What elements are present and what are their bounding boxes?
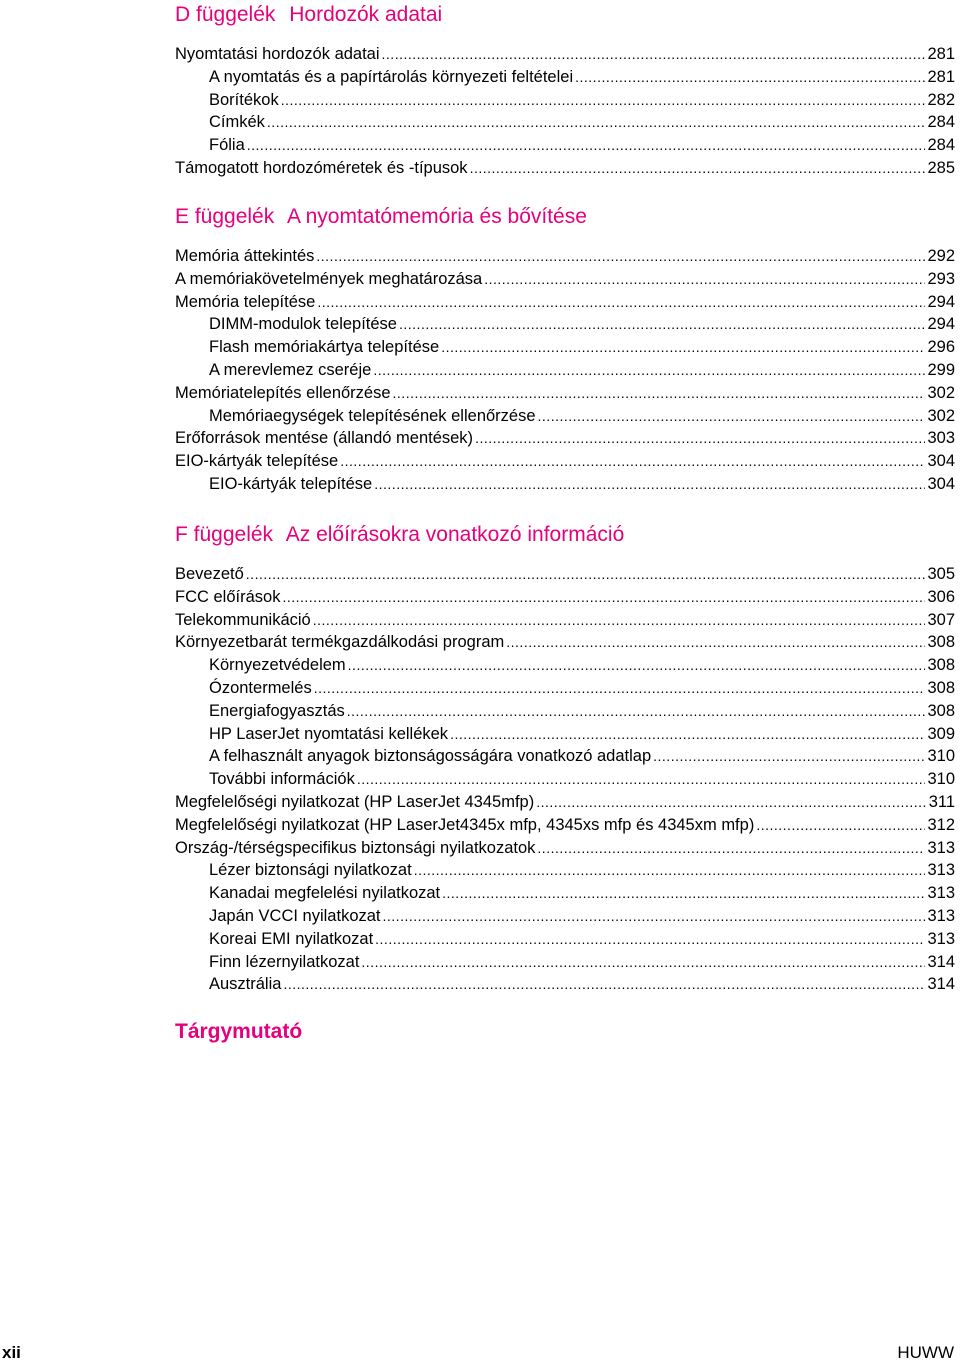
dot-leader bbox=[383, 905, 926, 928]
dot-leader bbox=[470, 157, 926, 180]
toc-entry-title: Nyomtatási hordozók adatai bbox=[175, 45, 380, 63]
toc-entry[interactable] bbox=[175, 66, 955, 89]
toc-entry-page: 313 bbox=[927, 929, 955, 948]
toc-entry-title: Környezetvédelem bbox=[209, 656, 346, 675]
dot-leader bbox=[281, 89, 926, 112]
toc-entry[interactable] bbox=[175, 427, 955, 450]
dot-leader bbox=[536, 791, 926, 814]
toc-entry-page: 304 bbox=[927, 452, 955, 471]
toc-entry[interactable] bbox=[175, 245, 955, 268]
dot-leader bbox=[247, 134, 926, 157]
toc-entry[interactable] bbox=[175, 563, 955, 586]
dot-leader bbox=[316, 245, 925, 268]
toc-entry-page: 311 bbox=[928, 792, 955, 811]
toc-entry-page: 308 bbox=[927, 656, 955, 675]
dot-leader bbox=[267, 111, 926, 134]
toc-entry-title: Memóriaegységek telepítésének ellenőrzése bbox=[209, 406, 536, 425]
toc-entry-page: 294 bbox=[927, 292, 955, 311]
toc-entry[interactable] bbox=[175, 111, 955, 134]
toc-entry-title: Ausztrália bbox=[209, 975, 282, 994]
toc-entry-page: 281 bbox=[927, 67, 955, 86]
toc-entry[interactable] bbox=[175, 405, 955, 428]
toc-entry-page: 294 bbox=[927, 315, 955, 334]
section-title: Az előírásokra vonatkozó információ bbox=[285, 523, 625, 546]
toc-entry[interactable] bbox=[175, 882, 955, 905]
toc-entry-title: A nyomtatás és a papírtárolás környezeti feltételei bbox=[209, 67, 574, 86]
toc-entry-title: Memória telepítése bbox=[175, 292, 316, 311]
section-heading bbox=[175, 522, 955, 548]
toc-entries bbox=[175, 43, 955, 180]
toc-entry-title: Környezetbarát termékgazdálkodási program bbox=[175, 633, 505, 652]
toc-entry[interactable] bbox=[175, 905, 955, 928]
index-heading[interactable]: Tárgymutató bbox=[175, 1020, 303, 1043]
toc-entry-page: 284 bbox=[927, 136, 955, 155]
toc-entry-page: 299 bbox=[927, 360, 955, 379]
toc-entry-title: Kanadai megfelelési nyilatkozat bbox=[209, 884, 441, 903]
toc-entry-page: 308 bbox=[927, 633, 955, 652]
toc-entry-title: Megfelelőségi nyilatkozat (HP LaserJet 4345mfp) bbox=[175, 792, 535, 811]
dot-leader bbox=[441, 336, 925, 359]
dot-leader bbox=[317, 291, 925, 314]
dot-leader bbox=[756, 814, 925, 837]
dot-leader bbox=[357, 768, 926, 791]
toc-entry-title: Telekommunikáció bbox=[175, 610, 311, 629]
dot-leader bbox=[375, 928, 925, 951]
toc-entry-title: Támogatott hordozóméretek és -típusok bbox=[175, 158, 468, 177]
dot-leader bbox=[538, 405, 926, 428]
dot-leader bbox=[314, 677, 926, 700]
toc-entry-title: DIMM-modulok telepítése bbox=[209, 315, 397, 334]
toc-section-f bbox=[175, 522, 955, 996]
toc-entry-page: 308 bbox=[927, 678, 955, 697]
dot-leader bbox=[282, 586, 925, 609]
dot-leader bbox=[442, 882, 925, 905]
toc-entry-page: 313 bbox=[927, 884, 955, 903]
toc-entry[interactable] bbox=[175, 631, 955, 654]
toc-entry[interactable] bbox=[175, 609, 955, 632]
toc-section-index bbox=[175, 1019, 955, 1045]
toc-entry-title: Fólia bbox=[209, 136, 245, 155]
toc-entry-page: 281 bbox=[927, 45, 955, 63]
section-label: F függelék bbox=[175, 523, 274, 546]
toc-entry[interactable] bbox=[175, 928, 955, 951]
toc-entry[interactable] bbox=[175, 768, 955, 791]
section-label: E függelék bbox=[175, 205, 275, 228]
toc-entry-page: 293 bbox=[927, 269, 955, 288]
toc-entry-title: Energiafogyasztás bbox=[209, 701, 345, 720]
toc-entry-title: Megfelelőségi nyilatkozat (HP LaserJet4345x mfp, 4345xs mfp és 4345xm mfp) bbox=[175, 815, 755, 834]
toc-entry-page: 305 bbox=[927, 565, 955, 583]
toc-entry-page: 302 bbox=[927, 406, 955, 425]
toc-entry[interactable] bbox=[175, 586, 955, 609]
toc-entry-title: Finn lézernyilatkozat bbox=[209, 952, 360, 971]
dot-leader bbox=[361, 951, 925, 974]
section-label: D függelék bbox=[175, 3, 276, 26]
toc-entry-page: 310 bbox=[927, 747, 955, 766]
toc-entry-title: Flash memóriakártya telepítése bbox=[209, 338, 440, 357]
section-title: Hordozók adatai bbox=[289, 3, 443, 26]
toc-entry-title: A felhasznált anyagok biztonságosságára vonatkozó adatlap bbox=[209, 747, 652, 766]
dot-leader bbox=[382, 43, 926, 66]
dot-leader bbox=[575, 66, 925, 89]
toc-entry-title: Ország-/térségspecifikus biztonsági nyilatkozatok bbox=[175, 838, 536, 857]
toc-entry[interactable] bbox=[175, 745, 955, 768]
toc-entries bbox=[175, 245, 955, 496]
toc-entry-page: 304 bbox=[927, 474, 955, 493]
toc-entry[interactable] bbox=[175, 43, 955, 66]
dot-leader bbox=[313, 609, 926, 632]
toc-entry-page: 303 bbox=[927, 429, 955, 448]
toc-entry-page: 309 bbox=[927, 724, 955, 743]
toc-entry-page: 307 bbox=[927, 610, 955, 629]
toc-entry[interactable] bbox=[175, 268, 955, 291]
toc-entry-page: 312 bbox=[927, 815, 955, 834]
toc-entry-title: A memóriakövetelmények meghatározása bbox=[175, 269, 483, 288]
dot-leader bbox=[246, 563, 926, 586]
toc-entry[interactable] bbox=[175, 134, 955, 157]
toc-entry-title: FCC előírások bbox=[175, 587, 281, 606]
toc-entry-title: Lézer biztonsági nyilatkozat bbox=[209, 861, 412, 880]
toc-entry-page: 314 bbox=[927, 975, 955, 994]
toc-entry-title: Bevezető bbox=[175, 565, 244, 583]
dot-leader bbox=[399, 313, 925, 336]
toc-entry[interactable] bbox=[175, 677, 955, 700]
dot-leader bbox=[450, 723, 925, 746]
toc-entry-page: 313 bbox=[927, 906, 955, 925]
dot-leader bbox=[373, 359, 925, 382]
toc-entry[interactable] bbox=[175, 973, 955, 996]
dot-leader bbox=[475, 427, 925, 450]
toc-entry-title: Borítékok bbox=[209, 90, 279, 109]
toc-entry[interactable] bbox=[175, 336, 955, 359]
dot-leader bbox=[347, 700, 926, 723]
toc-entry[interactable] bbox=[175, 313, 955, 336]
dot-leader bbox=[393, 382, 926, 405]
toc-entry[interactable] bbox=[175, 157, 955, 180]
section-heading bbox=[175, 2, 955, 28]
toc-entry-page: 282 bbox=[927, 90, 955, 109]
dot-leader bbox=[506, 631, 925, 654]
toc-entry[interactable] bbox=[175, 89, 955, 112]
toc-entry-title: Memória áttekintés bbox=[175, 247, 315, 265]
toc-entry[interactable] bbox=[175, 859, 955, 882]
toc-entry-title: Koreai EMI nyilatkozat bbox=[209, 929, 374, 948]
dot-leader bbox=[414, 859, 926, 882]
toc-entry[interactable] bbox=[175, 291, 955, 314]
toc-entry[interactable] bbox=[175, 723, 955, 746]
dot-leader bbox=[537, 837, 925, 860]
toc-entry[interactable] bbox=[175, 473, 955, 496]
toc-entry[interactable] bbox=[175, 837, 955, 860]
toc-entry-title: Címkék bbox=[209, 113, 265, 132]
page-number: xii bbox=[2, 1343, 21, 1362]
toc-entry[interactable] bbox=[175, 700, 955, 723]
toc-entry[interactable] bbox=[175, 450, 955, 473]
toc-entry-title: EIO-kártyák telepítése bbox=[175, 452, 339, 471]
toc-entry-page: 292 bbox=[927, 247, 955, 265]
dot-leader bbox=[374, 473, 925, 496]
toc-entry-page: 284 bbox=[927, 113, 955, 132]
section-heading bbox=[175, 204, 955, 230]
toc-entry-title: Erőforrások mentése (állandó mentések) bbox=[175, 429, 474, 448]
toc-entry[interactable] bbox=[175, 359, 955, 382]
toc-entry[interactable] bbox=[175, 382, 955, 405]
toc-entry-title: EIO-kártyák telepítése bbox=[209, 474, 373, 493]
dot-leader bbox=[348, 654, 926, 677]
toc-entry[interactable] bbox=[175, 791, 955, 814]
toc-entry-title: HP LaserJet nyomtatási kellékek bbox=[209, 724, 449, 743]
dot-leader bbox=[340, 450, 925, 473]
dot-leader bbox=[484, 268, 925, 291]
toc-entry-page: 313 bbox=[927, 861, 955, 880]
dot-leader bbox=[283, 973, 925, 996]
toc-entry-page: 306 bbox=[927, 587, 955, 606]
toc-entry-title: A merevlemez cseréje bbox=[209, 360, 372, 379]
toc-entry-page: 310 bbox=[927, 770, 955, 789]
toc-entry[interactable] bbox=[175, 814, 955, 837]
footer-label: HUWW bbox=[897, 1343, 954, 1362]
toc-entries bbox=[175, 563, 955, 996]
toc-entry-page: 308 bbox=[927, 701, 955, 720]
toc-entry-title: Japán VCCI nyilatkozat bbox=[209, 906, 381, 925]
toc-entry-page: 302 bbox=[927, 383, 955, 402]
section-title: A nyomtatómemória és bővítése bbox=[286, 205, 587, 228]
dot-leader bbox=[653, 745, 925, 768]
toc-entry-page: 314 bbox=[927, 952, 955, 971]
toc-entry-title: Ózontermelés bbox=[209, 678, 312, 697]
toc-entry-title: További információk bbox=[209, 770, 355, 789]
toc-entry-page: 296 bbox=[927, 338, 955, 357]
toc-section-e bbox=[175, 204, 955, 496]
toc-entry-page: 313 bbox=[927, 838, 955, 857]
toc-entry[interactable] bbox=[175, 654, 955, 677]
toc-entry-page: 285 bbox=[927, 158, 955, 177]
toc-entry[interactable] bbox=[175, 951, 955, 974]
toc-entry-title: Memóriatelepítés ellenőrzése bbox=[175, 383, 391, 402]
toc-section-d bbox=[175, 2, 955, 180]
